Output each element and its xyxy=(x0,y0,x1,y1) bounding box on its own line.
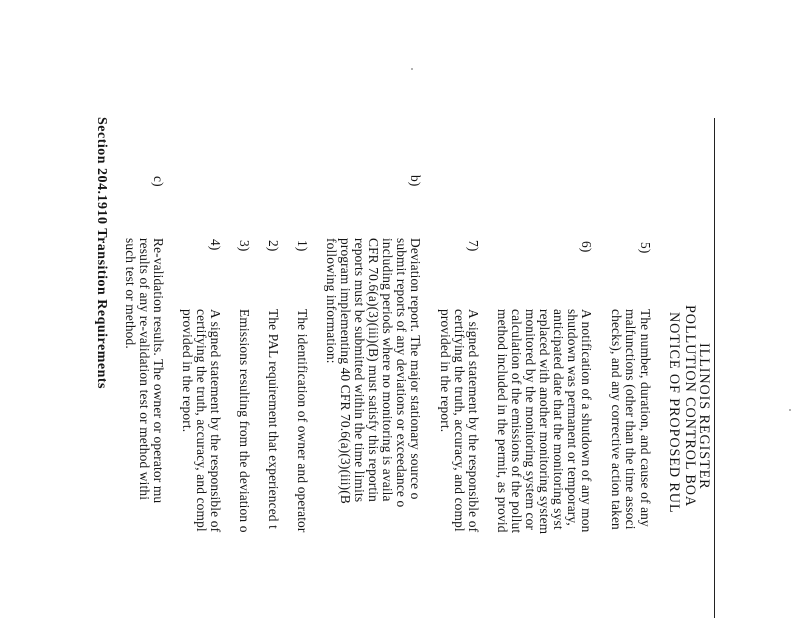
item-6-line: anticipated date that the monitoring syst xyxy=(551,309,566,530)
header-register: ILLINOIS REGISTER xyxy=(696,343,712,490)
deviation-sub-1-line: The identification of owner and operator xyxy=(295,309,310,533)
deviation-sub-3-line: Emissions resulting from the deviation o xyxy=(237,309,252,533)
deviation-line: following information: xyxy=(324,238,339,364)
revalidation-line: Re-validation results. The owner or operator mu xyxy=(151,238,166,504)
item-7-line: provided in the report. xyxy=(438,309,453,433)
item-6-line: A notification of a shutdown of any mon xyxy=(579,309,594,533)
item-7-line: certifying the truth, accuracy, and compl xyxy=(452,309,467,532)
deviation-sub-4-line: certifying the truth, accuracy, and compl xyxy=(194,309,209,532)
scan-speck xyxy=(789,409,791,411)
deviation-sub-2-line: The PAL requirement that experienced t xyxy=(266,309,281,529)
item-5-number: 5) xyxy=(638,242,653,254)
item-5-line: checks), and any corrective action taken xyxy=(609,309,624,530)
deviation-line: CFR 70.6(a)(3)(iii)(B) must satisfy this reportin xyxy=(366,238,381,502)
deviation-line: submit reports of any deviations or exceedance o xyxy=(394,238,409,508)
deviation-sub-3-number: 3) xyxy=(237,240,252,252)
deviation-sub-4-number: 4) xyxy=(208,239,223,251)
item-6-line: method included in the permit, as provid xyxy=(495,309,510,533)
section-heading: Section 204.1910 Transition Requirements xyxy=(94,117,109,390)
deviation-label: b) xyxy=(408,175,423,187)
item-7-line: A signed statement by the responsible of xyxy=(466,309,481,533)
item-5-line: The number, duration, and cause of any xyxy=(638,309,653,527)
item-7-number: 7) xyxy=(466,240,481,252)
deviation-sub-4-line: provided in the report. xyxy=(180,309,195,433)
item-5-line: malfunctions (other than the time associ xyxy=(623,309,638,530)
deviation-sub-2-number: 2) xyxy=(266,240,281,252)
deviation-sub-1-number: 1) xyxy=(295,240,310,252)
deviation-line: Deviation report. The major stationary source o xyxy=(408,238,423,500)
header-rule xyxy=(714,118,715,618)
item-6-line: calculation of the emissions of the pollut xyxy=(509,309,524,534)
deviation-line: program implementing 40 CFR 70.6(a)(3)(iii)(B xyxy=(338,238,353,504)
item-6-line: monitored by the monitoring system cor xyxy=(523,309,538,531)
revalidation-line: such test or method. xyxy=(123,238,138,349)
item-6-line: shutdown was permanent or temporary, xyxy=(565,309,580,526)
deviation-line: reports must be submitted within the time limits xyxy=(352,238,367,503)
scan-speck xyxy=(411,68,413,70)
revalidation-line: results of any re-validation test or method withi xyxy=(137,238,152,501)
item-6-line: replaced with another monitoring system xyxy=(537,309,552,535)
header-notice: NOTICE OF PROPOSED RUL xyxy=(666,312,682,514)
revalidation-label: c) xyxy=(151,176,166,187)
deviation-sub-4-line: A signed statement by the responsible of xyxy=(208,309,223,533)
deviation-line: including periods where no monitoring is availa xyxy=(380,238,395,502)
item-6-number: 6) xyxy=(579,241,594,253)
header-board: POLLUTION CONTROL BOA xyxy=(682,305,698,508)
